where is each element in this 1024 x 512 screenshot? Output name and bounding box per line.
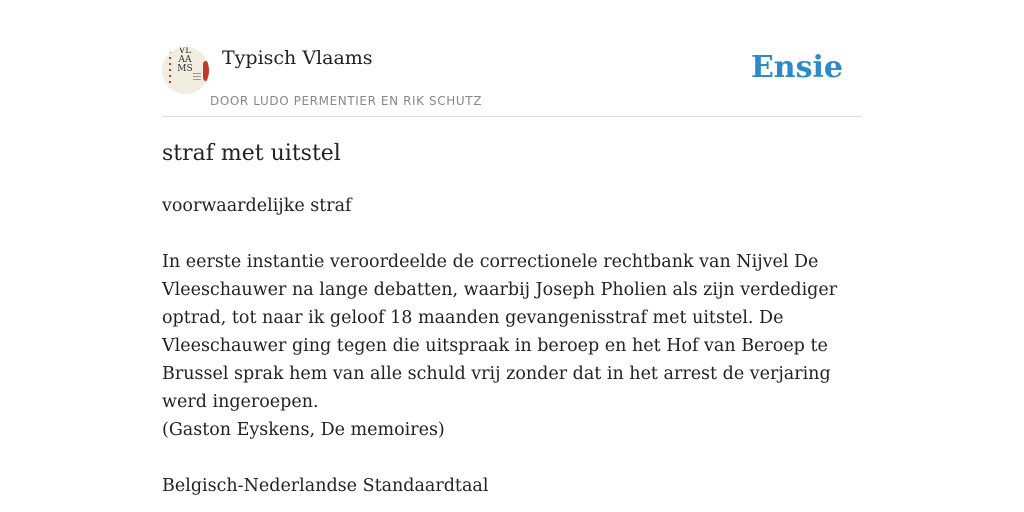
ensie-brand-link[interactable]: Ensie	[750, 50, 843, 85]
logo-bookmark	[203, 61, 209, 81]
header	[162, 0, 862, 117]
logo-lines	[193, 73, 201, 82]
logo-dots	[169, 51, 171, 87]
entry-title: straf met uitstel	[162, 141, 341, 166]
book-logo-icon[interactable]	[162, 47, 209, 94]
logo-text: VLAAMS	[177, 47, 193, 74]
entry-category: Belgisch-Nederlandse Standaardtaal	[162, 476, 489, 496]
entry-definition: voorwaardelijke straf	[162, 196, 352, 216]
entry-quote: In eerste instantie veroordeelde de correctionele rechtbank van Nijvel De Vleeschauwer na lange debatten, waarbij Joseph Pholien als zijn verdediger optrad, tot naar ik geloof 18 maanden gevangenisstraf met uitstel. De Vleeschauwer ging tegen die uitspraak in beroep en het Hof van Beroep te Brussel sprak hem van alle schuld vrij zonder dat in het arrest de verjaring werd ingeroepen.	[162, 252, 838, 412]
spacer	[162, 444, 862, 472]
spacer	[162, 220, 862, 248]
entry-body	[162, 192, 862, 500]
byline: DOOR LUDO PERMENTIER EN RIK SCHUTZ	[210, 94, 483, 108]
page	[162, 0, 862, 512]
entry-source: (Gaston Eyskens, De memoires)	[162, 420, 445, 440]
site-title-link[interactable]: Typisch Vlaams	[222, 47, 373, 69]
